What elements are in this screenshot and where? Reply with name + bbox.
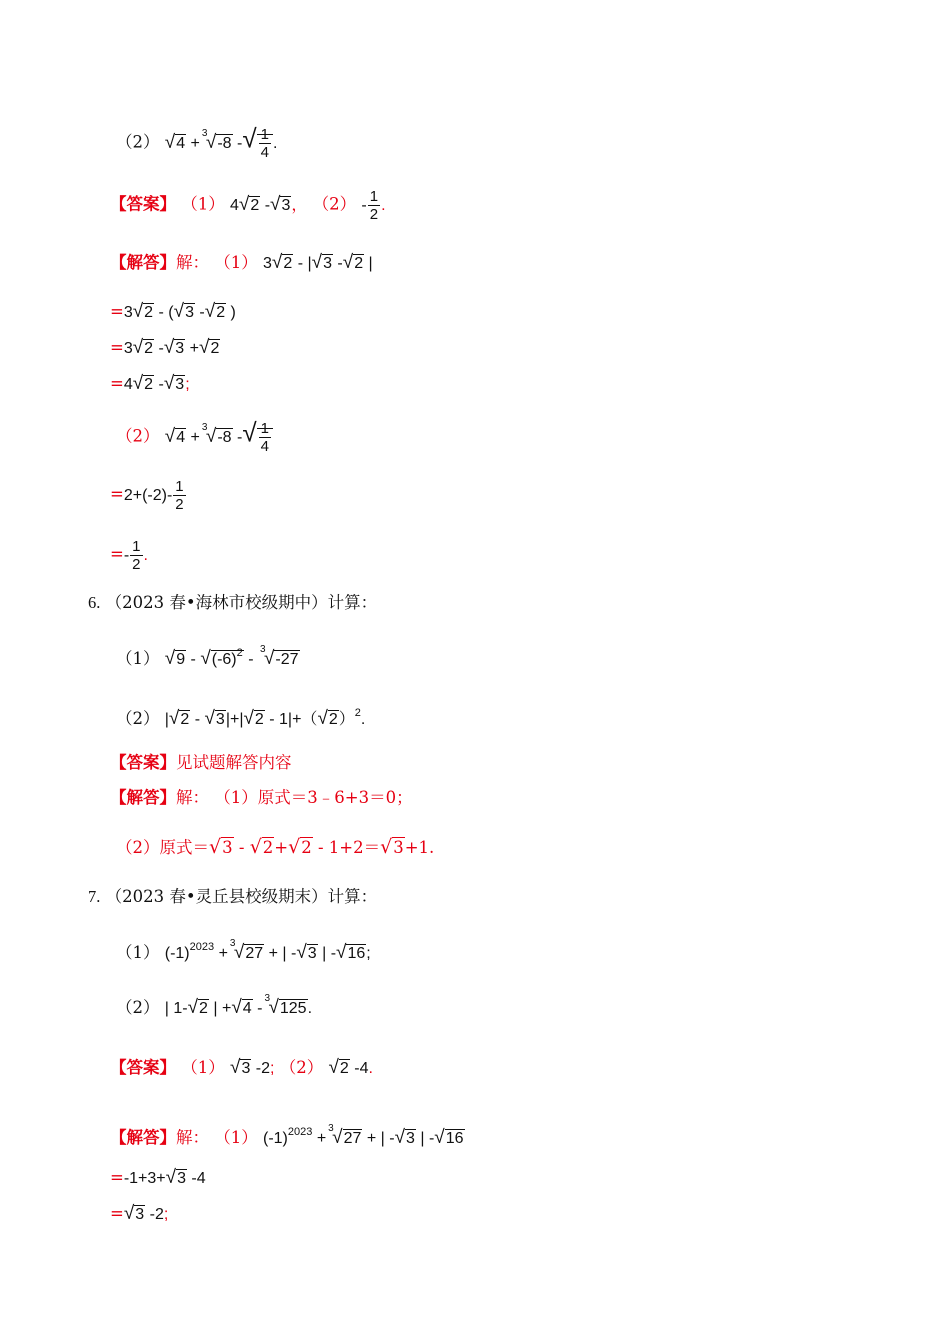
q6-part1-label: （1）: [116, 649, 160, 668]
q5-step-2: =3√2 -√3 +√2: [110, 337, 220, 358]
solve-label: 解：: [176, 1128, 209, 1147]
q6-answer: 见试题解答内容: [176, 753, 292, 772]
q6-header: [88, 592, 377, 614]
q6-number: 6.: [88, 593, 101, 612]
q7-part1-label: （1）: [116, 943, 160, 962]
q7-solution-line: [110, 1121, 465, 1150]
q7-solution-part1-expression: $(-1)^{2023}$ + 3 √27 + | -√3 | -√16: [263, 1123, 464, 1148]
solution-tag: 【解答】: [110, 1128, 176, 1147]
q6-part1-expression: $√9 - √(-6)^2$ - 3 √-27: [164, 644, 299, 669]
q5-answer-line: [110, 188, 386, 223]
q6-part1-line: [116, 642, 300, 671]
q5-solution-part1-expression: 3√2 - |√3 -√2 |: [263, 252, 373, 273]
q6-answer-line: [110, 752, 292, 774]
q5-part2-expression: √4 + 3 √-8 -√ $\frac{1}{4}$ .: [164, 123, 278, 161]
answer-tag: 【答案】: [110, 194, 176, 214]
answer-tag: 【答案】: [110, 1058, 176, 1077]
q5-solution-line: [110, 252, 373, 275]
q5-part2-line: [116, 123, 278, 161]
q7-step-1: =-1+3+√3 -4: [110, 1167, 206, 1188]
q5-step-1: =3√2 - (√3 -√2 ): [110, 301, 236, 322]
q5-step-5: =- $\frac{1}{2}$ .: [110, 538, 148, 573]
q7-answer-part2: √2 -4.: [328, 1057, 373, 1078]
solve-label: 解：: [176, 253, 209, 272]
q7-part2-expression: | 1-√2 | +√4 - 3 √125.: [164, 993, 313, 1018]
q7-number: 7.: [88, 887, 101, 906]
q6-part2-label: （2）: [116, 709, 160, 728]
q5-part2-label: （2）: [116, 132, 160, 152]
q7-answer-part1-label: （1）: [181, 1058, 225, 1077]
q7-part2-label: （2）: [116, 998, 160, 1017]
answer-tag: 【答案】: [110, 753, 176, 772]
solution-tag: 【解答】: [110, 253, 176, 272]
q5-step-3: =4√2 -√3;: [110, 373, 190, 394]
q6-solution-line: [110, 787, 413, 809]
q7-header: [88, 886, 377, 908]
q7-part2-line: [116, 993, 313, 1020]
q5-answer-part2-label: （2）: [312, 194, 357, 214]
q7-solution-part1-label: （1）: [214, 1128, 258, 1147]
q6-solution-part1: （1）原式＝3﹣6+3＝0；: [214, 788, 413, 807]
q7-answer-line: [110, 1057, 373, 1080]
q5-answer-part2: - $\frac{1}{2}$ .: [361, 188, 386, 223]
q6-solution-part2: （2）原式＝√3 - √2+√2 - 1+2＝√3+1.: [116, 836, 435, 858]
solution-tag: 【解答】: [110, 788, 176, 807]
q5-answer-part1-label: （1）: [181, 194, 225, 214]
q7-step-2: =√3 -2;: [110, 1203, 169, 1224]
q5-solution-part2-expression: √4 + 3 √-8 -√ $\frac{1}{4}$: [165, 429, 273, 446]
q7-answer-part2-label: （2）: [279, 1058, 324, 1077]
q7-answer-part1: √3 -2;: [230, 1057, 275, 1078]
q6-part2-expression: $|√2 - √3|+|√2 - 1|+(√2)^2$.: [164, 707, 366, 729]
solve-label: 解：: [176, 788, 209, 807]
q5-solution-part2-label: （2）: [116, 426, 160, 446]
q5-solution-part2-line: [116, 417, 273, 455]
q6-part2-line: [116, 702, 365, 731]
q5-answer-part1: 4√2 -√3，: [230, 193, 308, 215]
q7-part1-expression: $(-1)^{2023}$ + 3 √27 + | -√3 | -√16;: [164, 938, 371, 963]
q7-source: （2023 春•灵丘县校级期末）计算：: [105, 887, 378, 906]
q5-step-4: =2+(-2)- $\frac{1}{2}$: [110, 478, 184, 513]
q5-solution-part1-label: （1）: [214, 253, 258, 272]
q6-source: （2023 春•海林市校级期中）计算：: [105, 593, 378, 612]
q7-part1-line: [116, 936, 371, 965]
